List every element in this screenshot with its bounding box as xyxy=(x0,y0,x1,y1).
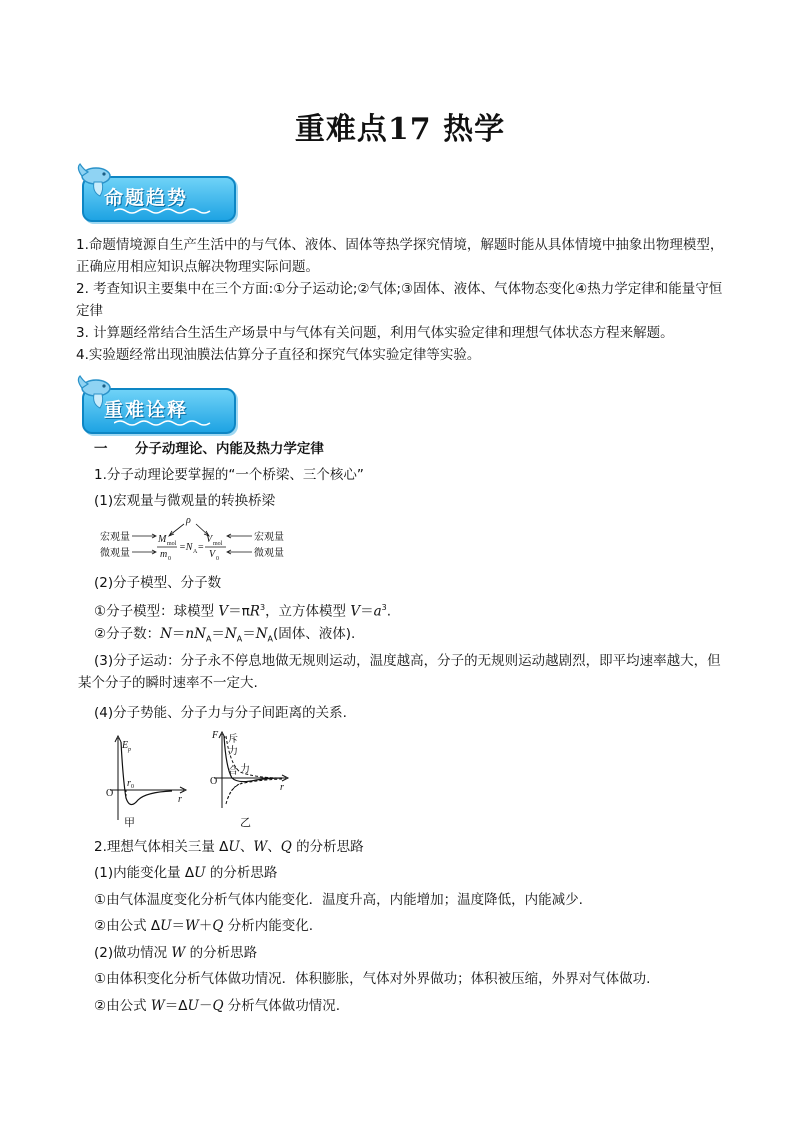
caption-yi: 乙 xyxy=(240,817,251,829)
intro-paragraph-4: 4.实验题经常出现油膜法估算分子直径和探究气体实验定律等实验。 xyxy=(76,347,481,363)
var-a: a xyxy=(373,603,382,620)
var-n: N xyxy=(160,626,172,642)
vmol-symbol: V xyxy=(206,534,213,545)
banner-label: 命题趋势 xyxy=(104,187,189,209)
text-fragment: ＝π xyxy=(228,603,250,620)
macro-label-right: 宏观量 xyxy=(254,532,284,543)
text-fragment: ②由公式 Δ xyxy=(94,918,161,934)
intro-paragraph-1: 1.命题情境源自生产生活中的与气体、液体、固体等热学探究情境，解题时能从具体情境中抽象出物理模型，正确应用相应知识点解决物理实际问题。 xyxy=(76,237,724,275)
v0-subscript: 0 xyxy=(216,556,219,562)
text-fragment: ＝ xyxy=(211,626,225,642)
molecular-force-graph xyxy=(206,728,296,830)
text-fragment: 2.理想气体相关三量 Δ xyxy=(94,839,229,855)
axis-label-ep-sub: p xyxy=(128,747,131,753)
na-symbol: =N xyxy=(179,542,193,553)
text-fragment: . xyxy=(386,603,392,620)
var-q: Q xyxy=(212,998,224,1014)
repulsive-label: 斥 xyxy=(228,734,238,745)
m0-subscript: 0 xyxy=(168,556,171,562)
axis-label-r: r xyxy=(280,782,284,793)
text-fragment: 、 xyxy=(267,839,281,855)
macro-label-left: 宏观量 xyxy=(100,532,130,543)
line-temperature-analysis: ①由气体温度变化分析气体内能变化．温度升高，内能增加；温度降低，内能减少. xyxy=(94,892,583,908)
intro-paragraph-3: 3. 计算题经常结合生活生产场景中与气体有关问题，利用气体实验定律和理想气体状态方程来解题。 xyxy=(76,325,674,341)
text-fragment: － xyxy=(198,998,213,1014)
section-number: 一 xyxy=(94,441,108,457)
origin-label: O xyxy=(106,788,114,799)
resultant-label: 合 xyxy=(228,766,238,777)
line-three-quantities xyxy=(94,836,734,858)
superscript: 3 xyxy=(259,603,266,612)
var-q: Q xyxy=(280,839,292,855)
var-w: W xyxy=(171,945,186,961)
var-v: V xyxy=(350,603,361,620)
text-fragment: 、 xyxy=(239,839,254,855)
banner-label: 重难诠释 xyxy=(104,399,189,421)
wave-decoration xyxy=(114,207,214,215)
text-fragment: (2)做功情况 xyxy=(94,945,172,961)
potential-energy-graph xyxy=(100,730,190,830)
var-n: N xyxy=(224,626,237,642)
micro-label-right: 微观量 xyxy=(254,548,284,559)
subscript: A xyxy=(236,634,243,644)
subscript: A xyxy=(205,634,212,644)
line-molecule-model-heading: (2)分子模型、分子数 xyxy=(94,575,222,591)
na-subscript: A xyxy=(193,549,198,555)
mmol-symbol: M xyxy=(158,534,167,545)
text-fragment: 的分析思路 xyxy=(291,839,364,855)
axis-label-ep: E xyxy=(122,740,129,751)
text-fragment: ＋ xyxy=(198,918,213,934)
wave-decoration xyxy=(114,419,214,427)
var-q: Q xyxy=(212,918,224,934)
banner-explain xyxy=(74,374,236,436)
page-title: 重难点17 热学 xyxy=(294,112,506,147)
text-fragment: 的分析思路 xyxy=(185,945,258,961)
text-fragment: 的分析思路 xyxy=(205,865,278,881)
v0-symbol: V xyxy=(209,549,216,560)
r0-subscript: 0 xyxy=(131,784,134,790)
line-volume-analysis: ①由体积变化分析气体做功情况．体积膨胀，气体对外界做功；体积被压缩，外界对气体做功. xyxy=(94,971,651,987)
line-molecular-motion: (3)分子运动：分子永不停息地做无规则运动，温度越高，分子的无规则运动越剧烈，即平均速率越大，但某个分子的瞬时速率不一定大. xyxy=(78,653,721,691)
line-work-heading xyxy=(94,942,734,964)
force-label: 力 xyxy=(228,746,238,757)
text-fragment: 分析内能变化. xyxy=(223,918,314,934)
var-v: V xyxy=(218,603,229,620)
section-title: 分子动理论、内能及热力学定律 xyxy=(134,441,324,457)
text-fragment: (固体、液体). xyxy=(273,626,356,642)
var-u: U xyxy=(187,998,199,1014)
var-w: W xyxy=(150,998,165,1014)
banner-trend xyxy=(74,162,236,224)
axis-label-r: r xyxy=(178,794,182,805)
text-fragment: ＝ xyxy=(242,626,256,642)
line-first-law-energy xyxy=(94,915,734,937)
var-u: U xyxy=(228,839,240,855)
intro-paragraph-2: 2. 考查知识主要集中在三个方面:①分子运动论;②气体;③固体、液体、气体物态变化④热力学定律和能量守恒定律 xyxy=(76,281,723,319)
micro-label-left: 微观量 xyxy=(100,548,130,559)
text-fragment: ＝ xyxy=(171,918,186,934)
var-w: W xyxy=(253,839,268,855)
text-fragment: ＝ xyxy=(360,603,374,620)
var-u: U xyxy=(160,918,172,934)
text-fragment: ①分子模型：球模型 xyxy=(94,603,219,620)
text-fragment: ②分子数： xyxy=(94,626,161,642)
var-u: U xyxy=(194,865,206,881)
vmol-subscript: mol xyxy=(213,541,223,547)
var-w: W xyxy=(185,918,199,934)
subscript: A xyxy=(267,634,274,644)
line-molecule-model xyxy=(94,597,734,623)
var-nn: nN xyxy=(185,626,206,642)
text-fragment: 分析气体做功情况. xyxy=(223,998,341,1014)
line-molecule-count xyxy=(94,623,734,651)
line-bridge-heading: (1)宏观量与微观量的转换桥梁 xyxy=(94,493,276,509)
text-fragment: ，立方体模型 xyxy=(265,603,351,620)
text-fragment: ②由公式 xyxy=(94,998,151,1014)
var-r: R xyxy=(249,603,260,620)
superscript: 3 xyxy=(381,603,387,612)
text-fragment: ＝Δ xyxy=(164,998,188,1014)
section-heading xyxy=(94,438,324,460)
var-n: N xyxy=(255,626,268,642)
macro-micro-bridge-diagram xyxy=(100,514,300,564)
line-bridge-intro: 1.分子动理论要掌握的“一个桥梁、三个核心” xyxy=(94,467,364,483)
line-potential-relation: (4)分子势能、分子力与分子间距离的关系. xyxy=(94,705,347,721)
r0-label: r xyxy=(127,778,131,789)
equals-symbol: = xyxy=(198,542,204,553)
mmol-subscript: mol xyxy=(167,541,177,547)
rho-symbol: ρ xyxy=(186,515,191,526)
origin-label: O xyxy=(210,776,218,787)
line-first-law-work xyxy=(94,995,734,1017)
resultant-force-label: 力 xyxy=(240,764,250,775)
text-fragment: ＝ xyxy=(171,626,186,642)
axis-label-f: F xyxy=(212,730,219,741)
line-internal-energy-heading xyxy=(94,862,734,884)
caption-jia: 甲 xyxy=(124,817,135,829)
text-fragment: (1)内能变化量 Δ xyxy=(94,865,195,881)
m0-symbol: m xyxy=(160,549,168,560)
